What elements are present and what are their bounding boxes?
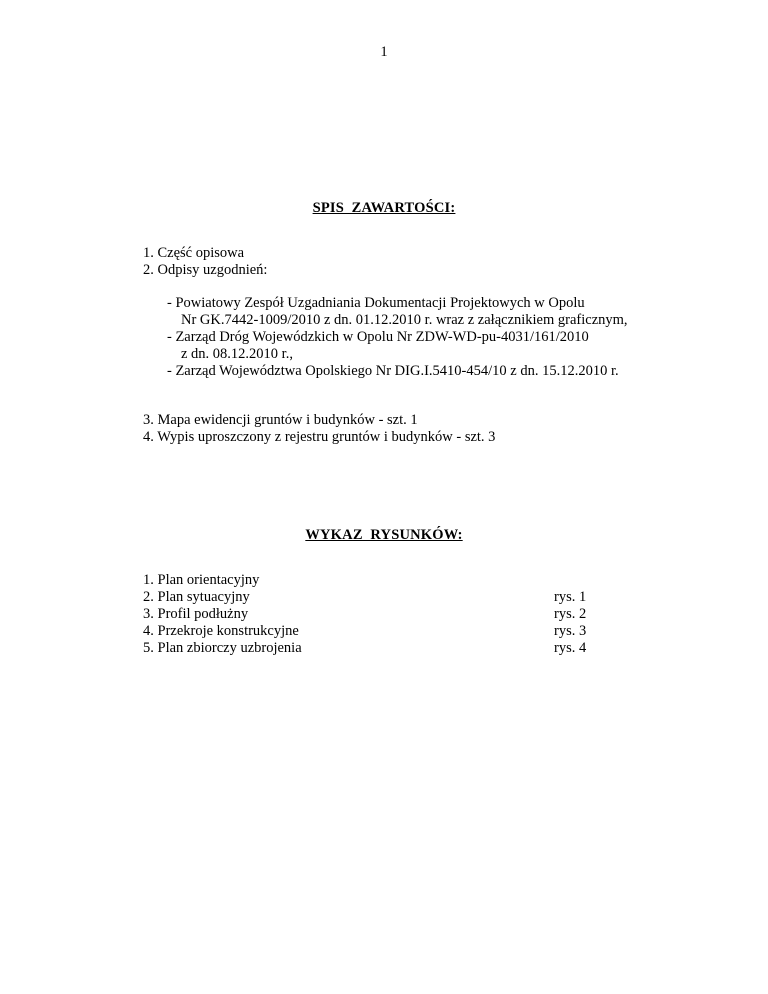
contents-heading: SPIS ZAWARTOŚCI:	[312, 200, 456, 216]
drawing-item-4: 4. Przekroje konstrukcyjne	[143, 623, 299, 639]
drawing-ref-5: rys. 4	[554, 640, 587, 656]
contents-item-3: 3. Mapa ewidencji gruntów i budynków - szt. 1	[143, 412, 418, 428]
drawing-ref-4: rys. 3	[554, 623, 587, 639]
approval-line-4: z dn. 08.12.2010 r.,	[181, 346, 293, 362]
contents-item-4: 4. Wypis uproszczony z rejestru gruntów i budynków - szt. 3	[143, 429, 496, 445]
approval-line-1: - Powiatowy Zespół Uzgadniania Dokumentacji Projektowych w Opolu	[167, 295, 585, 311]
contents-item-2: 2. Odpisy uzgodnień:	[143, 262, 268, 278]
approval-line-2: Nr GK.7442-1009/2010 z dn. 01.12.2010 r. wraz z załącznikiem graficznym,	[181, 312, 628, 328]
contents-item-1: 1. Część opisowa	[143, 245, 245, 261]
drawings-heading: WYKAZ RYSUNKÓW:	[305, 527, 463, 543]
drawing-item-5: 5. Plan zbiorczy uzbrojenia	[143, 640, 302, 656]
drawing-item-3: 3. Profil podłużny	[143, 606, 249, 622]
approval-line-5: - Zarząd Województwa Opolskiego Nr DIG.I.5410-454/10 z dn. 15.12.2010 r.	[167, 363, 619, 379]
page-number: 1	[380, 44, 388, 60]
drawing-ref-3: rys. 2	[554, 606, 587, 622]
drawing-item-1: 1. Plan orientacyjny	[143, 572, 260, 588]
drawing-ref-2: rys. 1	[554, 589, 587, 605]
approval-line-3: - Zarząd Dróg Wojewódzkich w Opolu Nr ZDW-WD-pu-4031/161/2010	[167, 329, 589, 345]
drawing-item-2: 2. Plan sytuacyjny	[143, 589, 250, 605]
